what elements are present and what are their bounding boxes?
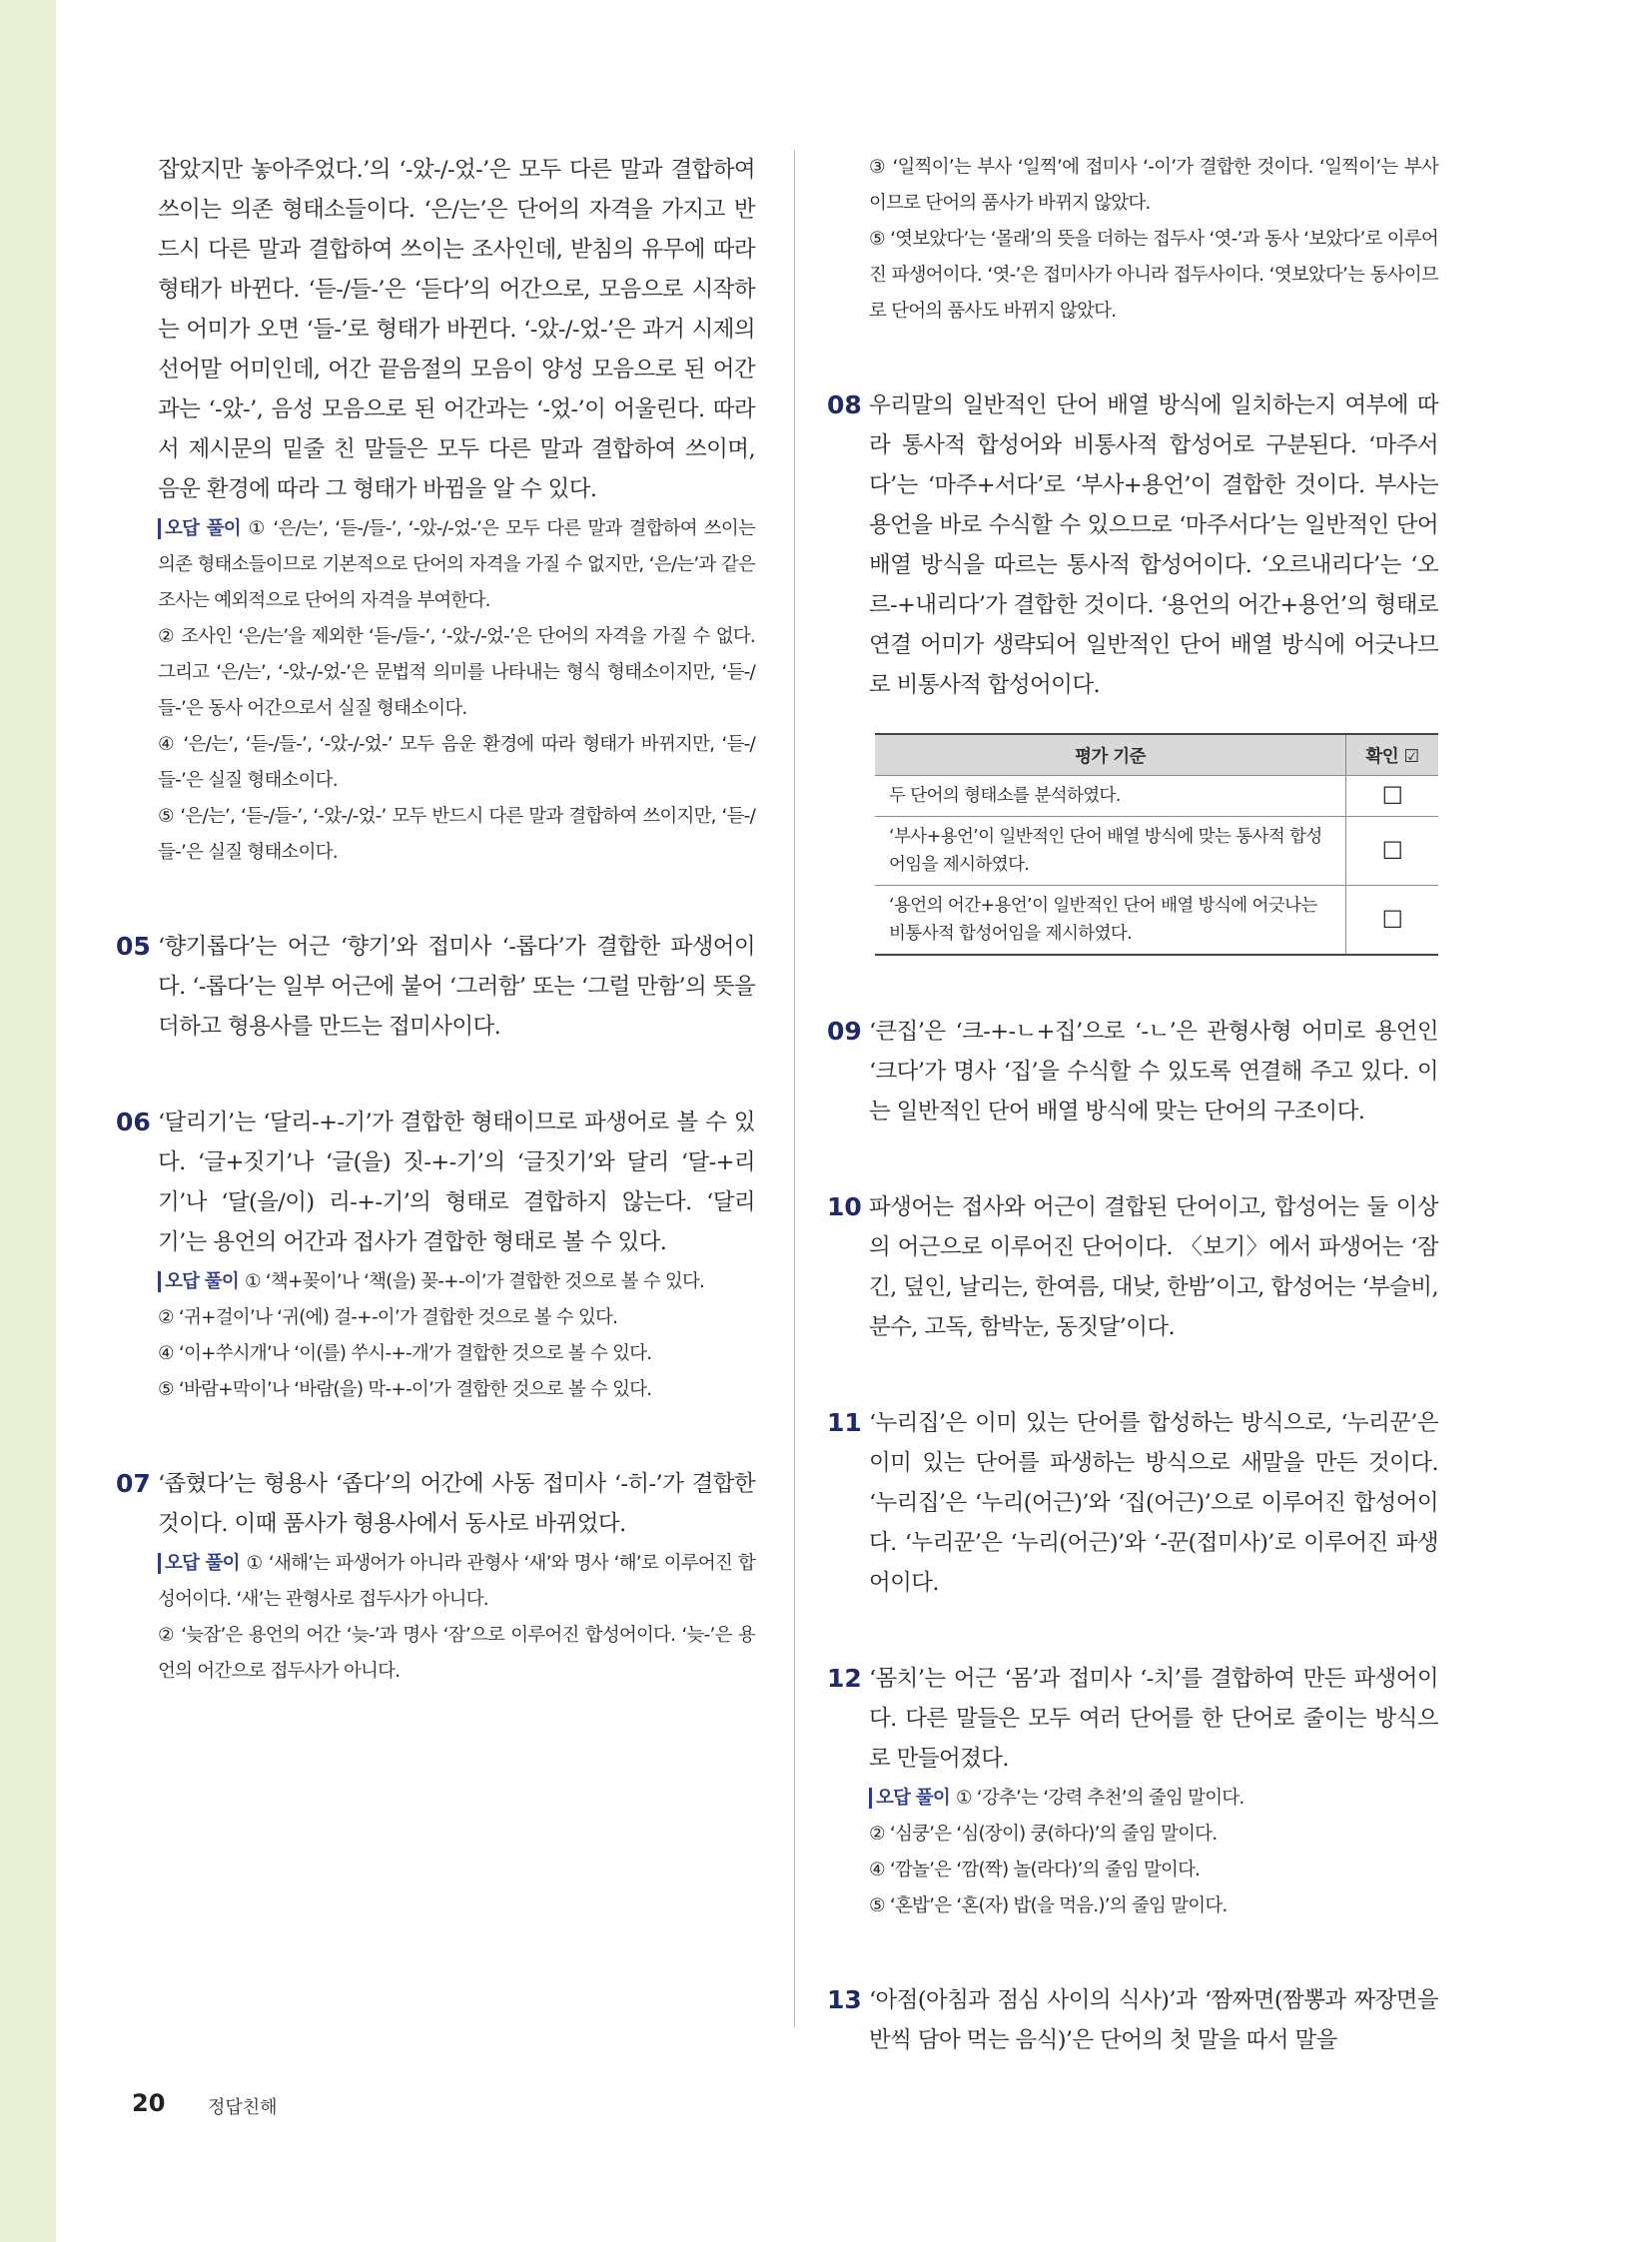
question-number: 12: [827, 1664, 862, 1693]
evaluation-row: [875, 886, 1438, 956]
checkbox-icon[interactable]: ☐: [1346, 817, 1439, 886]
checkbox-icon[interactable]: ☐: [1346, 776, 1439, 817]
wrong-answer-note: [158, 1546, 755, 1618]
note-text: ① ‘강추’는 ‘강력 추천’의 줄임 말이다.: [955, 1788, 1244, 1809]
question-explanation: 우리말의 일반적인 단어 배열 방식에 일치하는지 여부에 따라 통사적 합성어와 비통사적 합성어로 구분된다. ‘마주서다’는 ‘마주+서다’로 ‘부사+용언’이 결합한 것이다. 부사는 용언을 바로 수식할 수 있으므로 ‘마주서다’는 일반적인 단어 배열 방식을 따르는 통사적 합성어이다. ‘오르내리다’는 ‘오르-+내리다’가 결합한 것이다. ‘용언의 어간+용언’의 형태로 연결 어미가 생략되어 일반적인 단어 배열 방식에 어긋나므로 비통사적 합성어이다.: [869, 392, 1438, 698]
evaluation-header-row: [875, 734, 1438, 776]
question-explanation: ‘아점(아침과 점심 사이의 식사)’과 ‘짬짜면(짬뽕과 짜장면을 반씩 담아 먹는 음식)’은 단어의 첫 말을 따서 말을: [869, 1987, 1438, 2053]
wrong-answer-note: ④ ‘이+쑤시개’나 ‘이(를) 쑤시-+-개’가 결합한 것으로 볼 수 있다.: [158, 1343, 652, 1364]
question-explanation: ‘몸치’는 어근 ‘몸’과 접미사 ‘-치’를 결합하여 만든 파생어이다. 다른 말들은 모두 여러 단어를 한 단어로 줄이는 방식으로 만들어졌다.: [869, 1666, 1438, 1772]
question-number: 05: [116, 932, 151, 961]
right-column: [827, 150, 1438, 2060]
question-explanation: ‘좁혔다’는 형용사 ‘좁다’의 어간에 사동 접미사 ‘-히-’가 결합한 것이다. 이때 품사가 형용사에서 동사로 바뀌었다.: [158, 1471, 755, 1537]
wrong-answer-note: ④ ‘깜놀’은 ‘깜(짝) 놀(라다)’의 줄임 말이다.: [869, 1860, 1201, 1880]
page-footer-label: 정답친해: [208, 2097, 278, 2118]
question-explanation: ‘큰집’은 ‘크-+-ㄴ+집’으로 ‘-ㄴ’은 관형사형 어미로 용언인 ‘크다’가 명사 ‘집’을 수식할 수 있도록 연결해 주고 있다. 이는 일반적인 단어 배열 방식에 맞는 단어의 구조이다.: [869, 1019, 1438, 1124]
question-number: 08: [827, 390, 862, 419]
question-09: [827, 1012, 1438, 1131]
wrong-answer-note: [158, 511, 755, 619]
criteria-header: 평가 기준: [875, 734, 1346, 776]
wrong-answer-note: ⑤ ‘혼밥’은 ‘혼(자) 밥(을 먹음.)’의 줄임 말이다.: [869, 1895, 1228, 1916]
criteria-cell: 두 단어의 형태소를 분석하였다.: [875, 776, 1346, 817]
question-explanation: ‘향기롭다’는 어근 ‘향기’와 접미사 ‘-롭다’가 결합한 파생어이다. ‘-롭다’는 일부 어근에 붙어 ‘그러함’ 또는 ‘그럴 만함’의 뜻을 더하고 형용사를 만드는 접미사이다.: [158, 934, 755, 1040]
wrong-answer-badge: 오답 풀이: [158, 518, 241, 539]
intro-paragraph: 잡았지만 놓아주었다.’의 ‘-았-/-었-’은 모두 다른 말과 결합하여 쓰이는 의존 형태소들이다. ‘은/는’은 단어의 자격을 가지고 반드시 다른 말과 결합하여 쓰이는 조사인데, 받침의 유무에 따라 형태가 바뀐다. ‘듣-/들-’은 ‘듣다’의 어간으로, 모음으로 시작하는 어미가 오면 ‘들-’로 형태가 바뀐다. ‘-았-/-었-’은 과거 시제의 선어말 어미인데, 어간 끝음절의 모음이 양성 모음으로 된 어간과는 ‘-았-’, 음성 모음으로 된 어간과는 ‘-었-’이 어울린다. 따라서 제시문의 밑줄 친 말들은 모두 다른 말과 결합하여 쓰이며, 음운 환경에 따라 그 형태가 바뀜을 알 수 있다.: [158, 157, 755, 502]
side-color-band: [0, 0, 56, 2242]
question-number: 07: [116, 1469, 151, 1498]
wrong-answer-note: ⑤ ‘엿보았다’는 ‘몰래’의 뜻을 더하는 접두사 ‘엿-’과 동사 ‘보았다’로 이루어진 파생어이다. ‘엿-’은 접미사가 아니라 접두사이다. ‘엿보았다’는 동사이므로 단어의 품사도 바뀌지 않았다.: [869, 229, 1438, 322]
checkbox-icon[interactable]: ☐: [1346, 886, 1439, 956]
question-13: [827, 1980, 1438, 2060]
question-05: [116, 927, 755, 1047]
wrong-answer-note: ④ ‘은/는’, ‘듣-/들-’, ‘-았-/-었-’ 모두 음운 환경에 따라 형태가 바뀌지만, ‘듣-/들-’은 실질 형태소이다.: [158, 734, 755, 791]
evaluation-row: [875, 776, 1438, 817]
evaluation-table: [875, 733, 1438, 956]
wrong-answer-badge: 오답 풀이: [158, 1553, 240, 1574]
page-number: 20: [132, 2089, 166, 2117]
left-column: [116, 150, 755, 1690]
question-12: [827, 1659, 1438, 1924]
question-explanation: ‘누리집’은 이미 있는 단어를 합성하는 방식으로, ‘누리꾼’은 이미 있는 단어를 파생하는 방식으로 새말을 만든 것이다. ‘누리집’은 ‘누리(어근)’와 ‘집(어근)’으로 이루어진 합성어이다. ‘누리꾼’은 ‘누리(어근)’와 ‘-꾼(접미사)’로 이루어진 파생어이다.: [869, 1410, 1438, 1596]
wrong-answer-note: ⑤ ‘바람+막이’나 ‘바람(을) 막-+-이’가 결합한 것으로 볼 수 있다.: [158, 1379, 652, 1400]
note-text: ① ‘책+꽂이’나 ‘책(을) 꽂-+-이’가 결합한 것으로 볼 수 있다.: [244, 1271, 705, 1292]
note-text: ① ‘은/는’, ‘듣-/들-’, ‘-았-/-었-’은 모두 다른 말과 결합하여 쓰이는 의존 형태소들이므로 기본적으로 단어의 자격을 가질 수 없지만, ‘은/는’과 같은 조사는 예외적으로 단어의 자격을 부여한다.: [158, 518, 755, 611]
evaluation-row: [875, 817, 1438, 886]
question-number: 06: [116, 1108, 151, 1136]
question-number: 13: [827, 1985, 862, 2014]
wrong-answer-note: ⑤ ‘은/는’, ‘듣-/들-’, ‘-았-/-었-’ 모두 반드시 다른 말과 결합하여 쓰이지만, ‘듣-/들-’은 실질 형태소이다.: [158, 806, 755, 863]
criteria-cell: ‘용언의 어간+용언’이 일반적인 단어 배열 방식에 어긋나는 비통사적 합성어임을 제시하였다.: [875, 886, 1346, 956]
wrong-answer-note: ② 조사인 ‘은/는’을 제외한 ‘듣-/들-’, ‘-았-/-었-’은 단어의 자격을 가질 수 없다. 그리고 ‘은/는’, ‘-았-/-었-’은 문법적 의미를 나타내는 형식 형태소이지만, ‘듣-/들-’은 동사 어간으로서 실질 형태소이다.: [158, 626, 755, 719]
wrong-answer-note: [869, 1781, 1438, 1817]
column-divider: [794, 150, 795, 2027]
question-explanation: ‘달리기’는 ‘달리-+-기’가 결합한 형태이므로 파생어로 볼 수 있다. ‘글+짓기’나 ‘글(을) 짓-+-기’의 ‘글짓기’와 달리 ‘달-+리기’나 ‘달(을/이) 리-+-기’의 형태로 결합하지 않는다. ‘달리기’는 용언의 어간과 접사가 결합한 형태로 볼 수 있다.: [158, 1110, 755, 1255]
wrong-answer-note: ② ‘심쿵’은 ‘심(장이) 쿵(하다)’의 줄임 말이다.: [869, 1824, 1218, 1845]
question-number: 11: [827, 1408, 862, 1437]
criteria-cell: ‘부사+용언’이 일반적인 단어 배열 방식에 맞는 통사적 합성어임을 제시하였다.: [875, 817, 1346, 886]
wrong-answer-badge: 오답 풀이: [869, 1788, 950, 1809]
question-11: [827, 1403, 1438, 1603]
wrong-answer-note: [158, 1264, 755, 1300]
check-header: 확인 ☑: [1346, 734, 1439, 776]
wrong-answer-note: ② ‘늦잠’은 용언의 어간 ‘늦-’과 명사 ‘잠’으로 이루어진 합성어이다. ‘늦-’은 용언의 어간으로 접두사가 아니다.: [158, 1625, 755, 1682]
question-08: [827, 385, 1438, 956]
question-06: [116, 1103, 755, 1408]
question-number: 09: [827, 1017, 862, 1046]
wrong-answer-note: ③ ‘일찍이’는 부사 ‘일찍’에 접미사 ‘-이’가 결합한 것이다. ‘일찍이’는 부사이므로 단어의 품사가 바뀌지 않았다.: [869, 157, 1438, 214]
wrong-answer-badge: 오답 풀이: [158, 1271, 239, 1292]
question-explanation: 파생어는 접사와 어근이 결합된 단어이고, 합성어는 둘 이상의 어근으로 이루어진 단어이다. 〈보기〉에서 파생어는 ‘잠긴, 덮인, 날리는, 한여름, 대낮, 한밤’이고, 합성어는 ‘부슬비, 분수, 고독, 함박눈, 동짓달’이다.: [869, 1194, 1438, 1340]
wrong-answer-note: ② ‘귀+걸이’나 ‘귀(에) 걸-+-이’가 결합한 것으로 볼 수 있다.: [158, 1307, 618, 1328]
question-07: [116, 1464, 755, 1690]
note-text: ① ‘새해’는 파생어가 아니라 관형사 ‘새’와 명사 ‘해’로 이루어진 합성어이다. ‘새’는 관형사로 접두사가 아니다.: [158, 1553, 755, 1610]
question-10: [827, 1187, 1438, 1347]
question-number: 10: [827, 1192, 862, 1221]
